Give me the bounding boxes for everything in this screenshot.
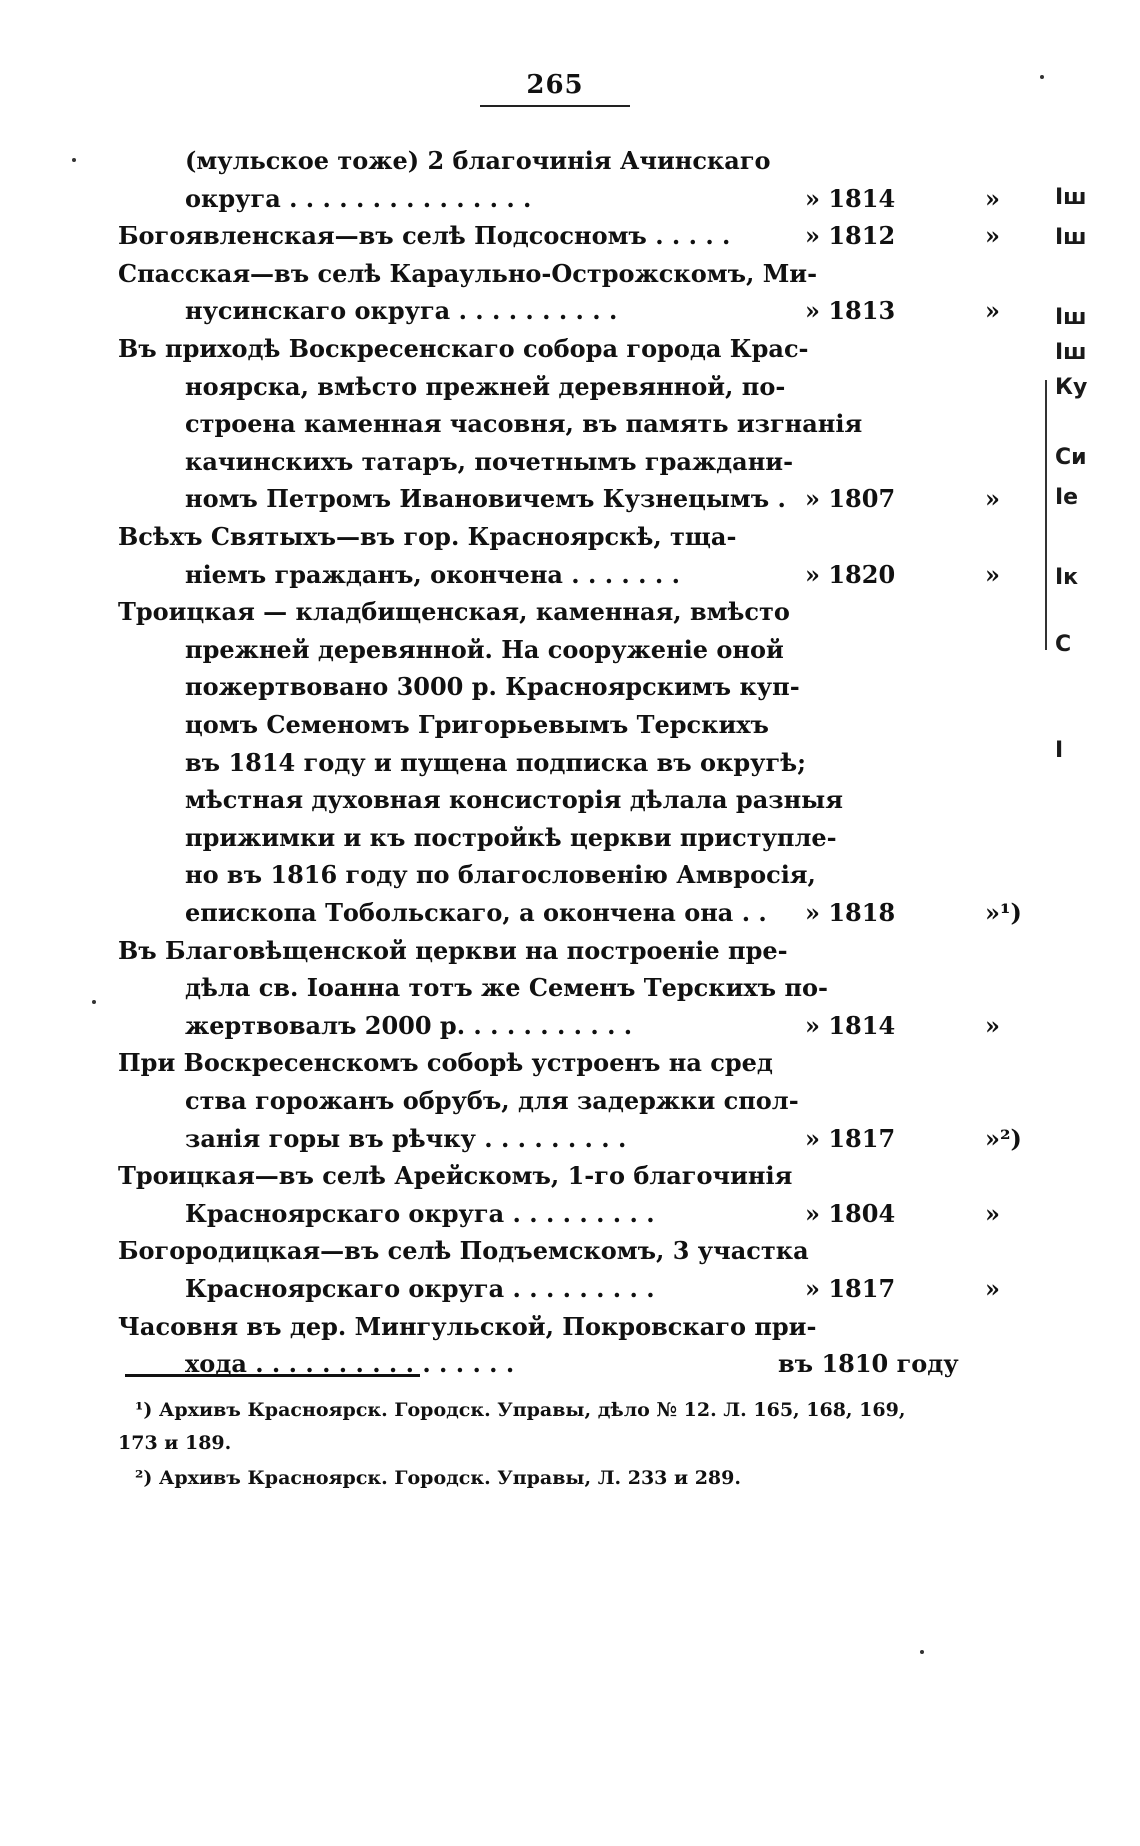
line-text: хода . . . . . . . . . . . . . . . .	[185, 1349, 515, 1378]
print-speck	[1040, 75, 1044, 79]
text-line	[0, 1157, 1140, 1195]
line-year: » 1820	[805, 560, 896, 589]
page-number-rule	[480, 105, 630, 107]
text-line	[0, 142, 1140, 180]
text-line	[0, 180, 1140, 218]
line-text: Троицкая—въ селѣ Арейскомъ, 1-го благочинія	[118, 1161, 793, 1190]
line-text: прижимки и къ постройкѣ церкви приступле-	[185, 823, 837, 852]
ditto-mark: »	[985, 184, 1000, 213]
text-line	[0, 1308, 1140, 1346]
facing-page-edge	[1045, 380, 1047, 650]
bleed-fragment: С	[1055, 632, 1072, 657]
bleed-fragment: Іш	[1055, 340, 1087, 365]
ditto-mark: »¹)	[985, 898, 1022, 927]
footnote-line	[0, 1463, 1140, 1493]
line-text: цомъ Семеномъ Григорьевымъ Терскихъ	[185, 710, 769, 739]
text-line	[0, 1007, 1140, 1045]
text-line	[0, 255, 1140, 293]
line-text: епископа Тобольскаго, а окончена она . .	[185, 898, 767, 927]
text-line	[0, 781, 1140, 819]
line-text: Богоявленская—въ селѣ Подсосномъ . . . . .	[118, 221, 731, 250]
text-line	[0, 217, 1140, 255]
bleed-fragment: Іш	[1055, 225, 1087, 250]
text-line	[0, 1044, 1140, 1082]
ditto-mark: »	[985, 1274, 1000, 1303]
text-line	[0, 706, 1140, 744]
line-year: » 1814	[805, 1011, 896, 1040]
line-text: прежней деревянной. На сооруженіе оной	[185, 635, 784, 664]
line-year: » 1817	[805, 1274, 896, 1303]
bleed-fragment: Си	[1055, 445, 1087, 470]
bleed-fragment: Іе	[1055, 485, 1079, 510]
ditto-mark: »	[985, 296, 1000, 325]
footnote-line	[0, 1428, 1140, 1458]
text-line	[0, 330, 1140, 368]
line-text: но въ 1816 году по благословенію Амвросія,	[185, 860, 816, 889]
line-text: ноярска, вмѣсто прежней деревянной, по-	[185, 372, 786, 401]
line-text: дѣла св. Іоанна тотъ же Семенъ Терскихъ по-	[185, 973, 828, 1002]
ditto-mark: »	[985, 1199, 1000, 1228]
footnote-line	[0, 1395, 1140, 1425]
line-text: жертвовалъ 2000 р. . . . . . . . . . .	[185, 1011, 633, 1040]
text-line	[0, 480, 1140, 518]
ditto-mark: »	[985, 1011, 1000, 1040]
line-text: Въ приходѣ Воскресенскаго собора города Крас-	[118, 334, 809, 363]
line-year: » 1814	[805, 184, 896, 213]
text-line	[0, 894, 1140, 932]
bleed-fragment: Ку	[1055, 375, 1088, 400]
text-line	[0, 1195, 1140, 1233]
line-text: (мульское тоже) 2 благочинія Ачинскаго	[185, 146, 771, 175]
text-line	[0, 593, 1140, 631]
bleed-fragment: Іш	[1055, 185, 1087, 210]
text-line	[0, 744, 1140, 782]
line-text: занія горы въ рѣчку . . . . . . . . .	[185, 1124, 627, 1153]
text-line	[0, 1270, 1140, 1308]
line-text: Богородицкая—въ селѣ Подъемскомъ, 3 участка	[118, 1236, 809, 1265]
line-text: Спасская—въ селѣ Караульно-Острожскомъ, Ми-	[118, 259, 818, 288]
line-text: Красноярскаго округа . . . . . . . . .	[185, 1199, 655, 1228]
bleed-fragment: Ік	[1055, 565, 1079, 590]
line-text: При Воскресенскомъ соборѣ устроенъ на сред	[118, 1048, 773, 1077]
ditto-mark: »	[985, 560, 1000, 589]
footnote-separator	[125, 1374, 420, 1377]
text-line	[0, 1082, 1140, 1120]
line-text: Красноярскаго округа . . . . . . . . .	[185, 1274, 655, 1303]
line-year: » 1804	[805, 1199, 896, 1228]
text-line	[0, 368, 1140, 406]
text-line	[0, 1232, 1140, 1270]
line-text: ства горожанъ обрубъ, для задержки спол-	[185, 1086, 799, 1115]
text-line	[0, 292, 1140, 330]
print-speck	[72, 158, 76, 162]
line-text: номъ Петромъ Ивановичемъ Кузнецымъ .	[185, 484, 786, 513]
print-speck	[920, 1650, 924, 1654]
line-text: Всѣхъ Святыхъ—въ гор. Красноярскѣ, тща-	[118, 522, 737, 551]
print-speck	[92, 1000, 96, 1004]
line-text: пожертвовано 3000 р. Красноярскимъ куп-	[185, 672, 800, 701]
line-text: мѣстная духовная консисторія дѣлала разныя	[185, 785, 843, 814]
ditto-mark: »	[985, 221, 1000, 250]
page-number: 265	[526, 70, 584, 100]
text-line	[0, 856, 1140, 894]
text-line	[0, 1120, 1140, 1158]
line-text: округа . . . . . . . . . . . . . . .	[185, 184, 532, 213]
line-text: качинскихъ татаръ, почетнымъ граждани-	[185, 447, 794, 476]
line-year: въ 1810 году	[778, 1349, 959, 1378]
footnote-text: ¹) Архивъ Красноярск. Городск. Управы, дѣло № 12. Л. 165, 168, 169,	[135, 1399, 906, 1421]
text-line	[0, 819, 1140, 857]
text-line	[0, 405, 1140, 443]
line-text: Троицкая — кладбищенская, каменная, вмѣсто	[118, 597, 790, 626]
footnote-text: ²) Архивъ Красноярск. Городск. Управы, Л. 233 и 289.	[135, 1467, 741, 1489]
text-line	[0, 969, 1140, 1007]
line-text: строена каменная часовня, въ память изгнанія	[185, 409, 863, 438]
text-line	[0, 631, 1140, 669]
bleed-fragment: Іш	[1055, 305, 1087, 330]
bleed-fragment: І	[1055, 738, 1064, 763]
line-text: въ 1814 году и пущена подписка въ округѣ;	[185, 748, 806, 777]
footnote-text: 173 и 189.	[118, 1432, 232, 1454]
ditto-mark: »	[985, 484, 1000, 513]
line-year: » 1812	[805, 221, 896, 250]
text-line	[0, 518, 1140, 556]
text-line	[0, 1345, 1140, 1383]
line-year: » 1813	[805, 296, 896, 325]
line-year: » 1818	[805, 898, 896, 927]
text-line	[0, 932, 1140, 970]
line-text: нусинскаго округа . . . . . . . . . .	[185, 296, 618, 325]
line-text: Часовня въ дер. Мингульской, Покровскаго при-	[118, 1312, 817, 1341]
ditto-mark: »²)	[985, 1124, 1022, 1153]
text-line	[0, 668, 1140, 706]
text-line	[0, 556, 1140, 594]
line-text: ніемъ гражданъ, окончена . . . . . . .	[185, 560, 680, 589]
line-year: » 1807	[805, 484, 896, 513]
line-text: Въ Благовѣщенской церкви на построеніе пре-	[118, 936, 788, 965]
text-line	[0, 443, 1140, 481]
line-year: » 1817	[805, 1124, 896, 1153]
